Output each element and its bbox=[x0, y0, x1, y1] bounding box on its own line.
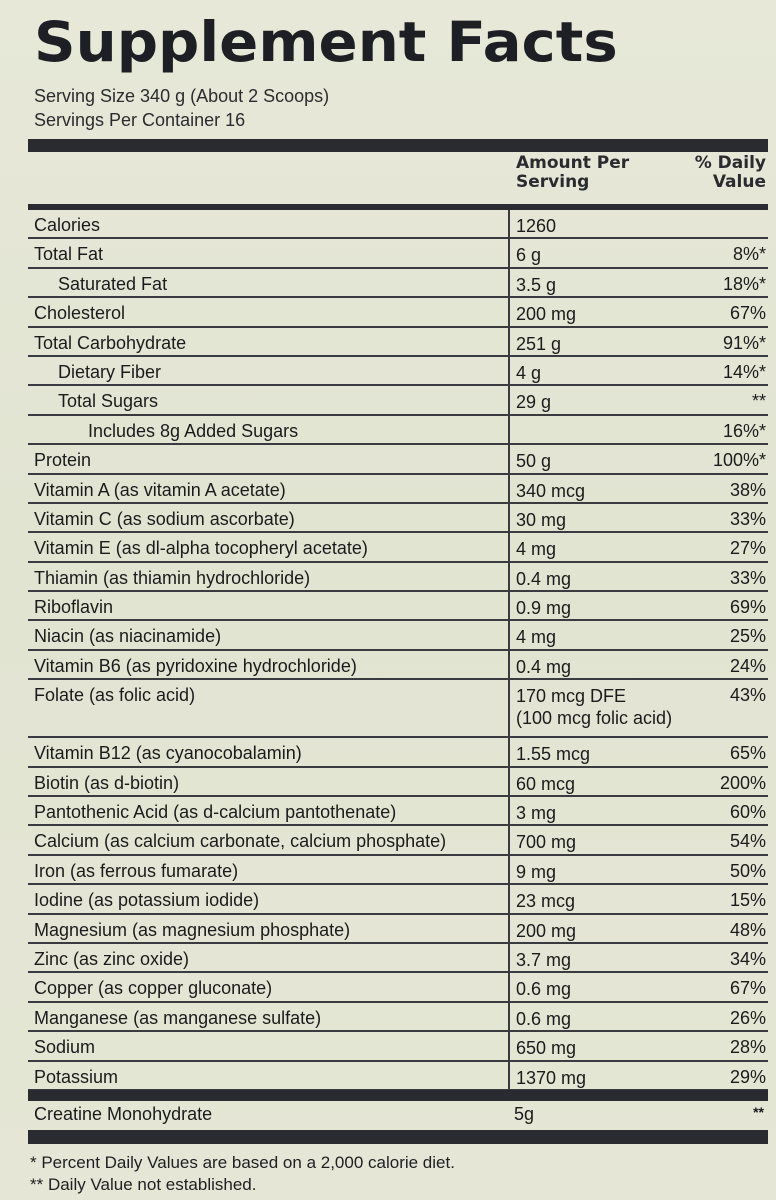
nutrient-daily-value: 29% bbox=[729, 1066, 766, 1087]
table-row bbox=[28, 386, 768, 415]
nutrient-name: Vitamin B6 (as pyridoxine hydrochloride) bbox=[34, 655, 357, 676]
nutrient-amount bbox=[516, 685, 672, 729]
nutrient-name: Total Carbohydrate bbox=[34, 332, 187, 353]
table-row bbox=[28, 651, 768, 680]
table-row bbox=[28, 416, 768, 445]
table-row bbox=[28, 1003, 768, 1032]
nutrient-daily-value: 18%* bbox=[722, 273, 766, 294]
nutrient-name: Riboflavin bbox=[34, 597, 114, 618]
table-row bbox=[28, 826, 768, 855]
nutrient-amount-value: 170 mcg DFE bbox=[516, 686, 627, 707]
nutrient-amount-value: 6 g bbox=[516, 245, 542, 266]
nutrient-amount bbox=[516, 215, 556, 237]
nutrient-daily-value: 15% bbox=[729, 890, 766, 911]
table-row bbox=[28, 239, 768, 268]
nutrient-amount bbox=[516, 362, 541, 384]
nutrient-daily-value: 27% bbox=[729, 538, 766, 559]
nutrient-daily-value: 69% bbox=[729, 597, 766, 618]
nutrient-amount-value: 1260 bbox=[516, 216, 557, 236]
nutrient-amount bbox=[516, 509, 566, 531]
nutrient-amount bbox=[516, 861, 556, 883]
table-row bbox=[28, 328, 768, 357]
nutrient-amount bbox=[516, 890, 575, 912]
nutrient-amount-value: 650 mg bbox=[516, 1038, 577, 1059]
nutrient-amount bbox=[516, 597, 571, 619]
nutrient-amount-value: 3 mg bbox=[516, 803, 557, 824]
nutrient-daily-value: 16%* bbox=[722, 420, 766, 441]
nutrient-daily-value: 25% bbox=[729, 626, 766, 647]
nutrient-daily-value: 48% bbox=[729, 919, 766, 940]
nutrient-daily-value: 60% bbox=[729, 802, 766, 823]
nutrient-name: Saturated Fat bbox=[58, 273, 168, 294]
table-row bbox=[28, 357, 768, 386]
nutrient-amount-value: 4 mg bbox=[516, 539, 557, 560]
nutrient-name: Manganese (as manganese sulfate) bbox=[34, 1007, 322, 1028]
nutrient-name: Total Fat bbox=[34, 244, 104, 265]
nutrient-name: Calcium (as calcium carbonate, calcium phosphate) bbox=[34, 831, 447, 852]
nutrient-amount-value: 200 mg bbox=[516, 304, 577, 325]
nutrient-name: Potassium bbox=[34, 1066, 119, 1087]
table-row bbox=[28, 269, 768, 298]
nutrient-amount bbox=[516, 743, 590, 765]
nutrient-daily-value: 50% bbox=[729, 860, 766, 881]
column-header-amount-line2: Serving bbox=[516, 172, 590, 192]
nutrient-name: Vitamin E (as dl-alpha tocopheryl acetate) bbox=[34, 538, 368, 559]
nutrient-daily-value: 54% bbox=[729, 831, 766, 852]
nutrient-name: Dietary Fiber bbox=[58, 361, 162, 382]
nutrient-daily-value: 100%* bbox=[712, 450, 766, 471]
nutrient-table bbox=[28, 210, 768, 1091]
nutrient-daily-value: 34% bbox=[729, 948, 766, 969]
column-header-dv-line1: % Daily bbox=[694, 153, 766, 173]
divider-bottom bbox=[28, 1130, 768, 1144]
nutrient-amount-value: 0.4 mg bbox=[516, 568, 572, 589]
nutrient-name: Sodium bbox=[34, 1037, 96, 1058]
table-row bbox=[28, 856, 768, 885]
serving-size: Serving Size 340 g (About 2 Scoops) bbox=[34, 86, 330, 106]
table-row bbox=[28, 885, 768, 914]
nutrient-daily-value: 33% bbox=[729, 567, 766, 588]
footnote-not-established: ** Daily Value not established. bbox=[30, 1175, 257, 1194]
nutrient-amount-detail: (100 mcg folic acid) bbox=[516, 708, 673, 729]
column-header-daily-value bbox=[695, 154, 766, 192]
nutrient-amount bbox=[516, 773, 575, 795]
table-row bbox=[28, 621, 768, 650]
column-header-amount-line1: Amount Per bbox=[516, 153, 630, 173]
nutrient-daily-value: 91%* bbox=[722, 332, 766, 353]
nutrient-amount bbox=[516, 568, 571, 590]
nutrient-amount-value: 4 mg bbox=[516, 627, 557, 648]
nutrient-amount bbox=[516, 1037, 576, 1059]
servings-per-container: Servings Per Container 16 bbox=[34, 110, 246, 130]
nutrient-amount-value: 0.9 mg bbox=[516, 598, 572, 619]
column-header-amount bbox=[516, 154, 629, 192]
table-row bbox=[28, 475, 768, 504]
nutrient-amount-value: 50 g bbox=[516, 451, 552, 472]
nutrient-name: Iodine (as potassium iodide) bbox=[34, 890, 260, 911]
nutrient-name: Total Sugars bbox=[58, 391, 159, 412]
nutrient-amount bbox=[516, 1067, 586, 1089]
table-row bbox=[28, 973, 768, 1002]
nutrient-name: Thiamin (as thiamin hydrochloride) bbox=[34, 567, 311, 588]
nutrient-amount bbox=[516, 303, 576, 325]
nutrient-amount bbox=[516, 626, 556, 648]
nutrient-amount bbox=[516, 831, 576, 853]
nutrient-amount bbox=[516, 656, 571, 678]
nutrient-name: Magnesium (as magnesium phosphate) bbox=[34, 919, 351, 940]
nutrient-amount-value: 4 g bbox=[516, 362, 542, 383]
table-row bbox=[28, 210, 768, 239]
creatine-name: Creatine Monohydrate bbox=[34, 1104, 213, 1124]
nutrient-amount-value: 340 mcg bbox=[516, 480, 586, 501]
table-row bbox=[28, 592, 768, 621]
nutrient-name: Pantothenic Acid (as d-calcium pantothenate) bbox=[34, 802, 397, 823]
divider-before-creatine bbox=[28, 1090, 768, 1101]
table-row bbox=[28, 915, 768, 944]
nutrient-daily-value: 67% bbox=[729, 303, 766, 324]
table-row bbox=[28, 738, 768, 767]
nutrient-amount-value: 251 g bbox=[516, 333, 562, 354]
nutrient-amount-value: 700 mg bbox=[516, 832, 577, 853]
panel-title: Supplement Facts bbox=[34, 10, 618, 74]
serving-info bbox=[34, 84, 329, 132]
nutrient-amount-value: 0.6 mg bbox=[516, 1008, 572, 1029]
nutrient-amount-value: 29 g bbox=[516, 392, 552, 413]
nutrient-daily-value: 38% bbox=[729, 479, 766, 500]
nutrient-daily-value: ** bbox=[751, 391, 766, 412]
table-row bbox=[28, 944, 768, 973]
nutrient-daily-value: 65% bbox=[729, 743, 766, 764]
nutrient-amount-value: 30 mg bbox=[516, 509, 567, 530]
nutrient-name: Folate (as folic acid) bbox=[34, 685, 196, 706]
table-row bbox=[28, 680, 768, 738]
nutrient-name: Vitamin C (as sodium ascorbate) bbox=[34, 508, 295, 529]
table-row bbox=[28, 445, 768, 474]
nutrient-amount bbox=[516, 480, 585, 502]
nutrient-daily-value: 8%* bbox=[732, 244, 766, 265]
nutrient-daily-value: 24% bbox=[729, 655, 766, 676]
nutrient-amount bbox=[516, 978, 571, 1000]
nutrient-daily-value: 14%* bbox=[722, 361, 766, 382]
nutrient-name: Protein bbox=[34, 450, 92, 471]
nutrient-amount bbox=[516, 802, 556, 824]
nutrient-name: Vitamin B12 (as cyanocobalamin) bbox=[34, 743, 302, 764]
footnote-percent-dv: * Percent Daily Values are based on a 2,000 calorie diet. bbox=[30, 1153, 455, 1172]
creatine-amount: 5g bbox=[514, 1104, 535, 1124]
table-row bbox=[28, 1062, 768, 1091]
nutrient-amount-value: 200 mg bbox=[516, 920, 577, 941]
nutrient-name: Cholesterol bbox=[34, 303, 126, 324]
nutrient-amount-value: 1370 mg bbox=[516, 1067, 587, 1088]
nutrient-amount-value: 1.55 mcg bbox=[516, 744, 591, 765]
table-row bbox=[28, 533, 768, 562]
nutrient-daily-value: 26% bbox=[729, 1007, 766, 1028]
nutrient-amount bbox=[516, 274, 556, 296]
nutrient-amount bbox=[516, 333, 561, 355]
nutrient-daily-value: 43% bbox=[729, 685, 766, 706]
nutrient-amount-value: 3.7 mg bbox=[516, 949, 572, 970]
table-row bbox=[28, 563, 768, 592]
column-header-dv-line2: Value bbox=[712, 172, 766, 192]
nutrient-amount-value: 60 mcg bbox=[516, 773, 576, 794]
nutrient-amount bbox=[516, 1008, 571, 1030]
nutrient-name: Copper (as copper gluconate) bbox=[34, 978, 273, 999]
nutrient-daily-value: 33% bbox=[729, 508, 766, 529]
nutrient-name: Iron (as ferrous fumarate) bbox=[34, 860, 239, 881]
nutrient-name: Vitamin A (as vitamin A acetate) bbox=[34, 479, 286, 500]
table-row bbox=[28, 768, 768, 797]
nutrient-amount bbox=[516, 538, 556, 560]
nutrient-name: Includes 8g Added Sugars bbox=[88, 420, 299, 441]
nutrient-daily-value: 67% bbox=[729, 978, 766, 999]
nutrient-amount bbox=[516, 391, 551, 413]
nutrient-amount-value: 3.5 g bbox=[516, 274, 557, 295]
table-row bbox=[28, 504, 768, 533]
table-row bbox=[28, 797, 768, 826]
nutrient-amount bbox=[516, 244, 541, 266]
table-row bbox=[28, 298, 768, 327]
nutrient-name: Niacin (as niacinamide) bbox=[34, 626, 222, 647]
nutrient-amount-value: 0.6 mg bbox=[516, 979, 572, 1000]
nutrient-amount bbox=[516, 920, 576, 942]
nutrient-amount bbox=[516, 450, 551, 472]
nutrient-amount bbox=[516, 949, 571, 971]
divider-top bbox=[28, 139, 768, 152]
nutrient-daily-value: 28% bbox=[729, 1037, 766, 1058]
footnotes bbox=[30, 1152, 455, 1196]
creatine-daily-value: ** bbox=[753, 1104, 764, 1120]
nutrient-amount-value: 9 mg bbox=[516, 861, 557, 882]
table-row bbox=[28, 1032, 768, 1061]
nutrient-name: Calories bbox=[34, 215, 101, 235]
nutrient-name: Biotin (as d-biotin) bbox=[34, 772, 180, 793]
nutrient-daily-value: 200% bbox=[719, 772, 766, 793]
nutrient-amount-value: 23 mcg bbox=[516, 891, 576, 912]
nutrient-amount-value: 0.4 mg bbox=[516, 656, 572, 677]
nutrient-name: Zinc (as zinc oxide) bbox=[34, 948, 190, 969]
